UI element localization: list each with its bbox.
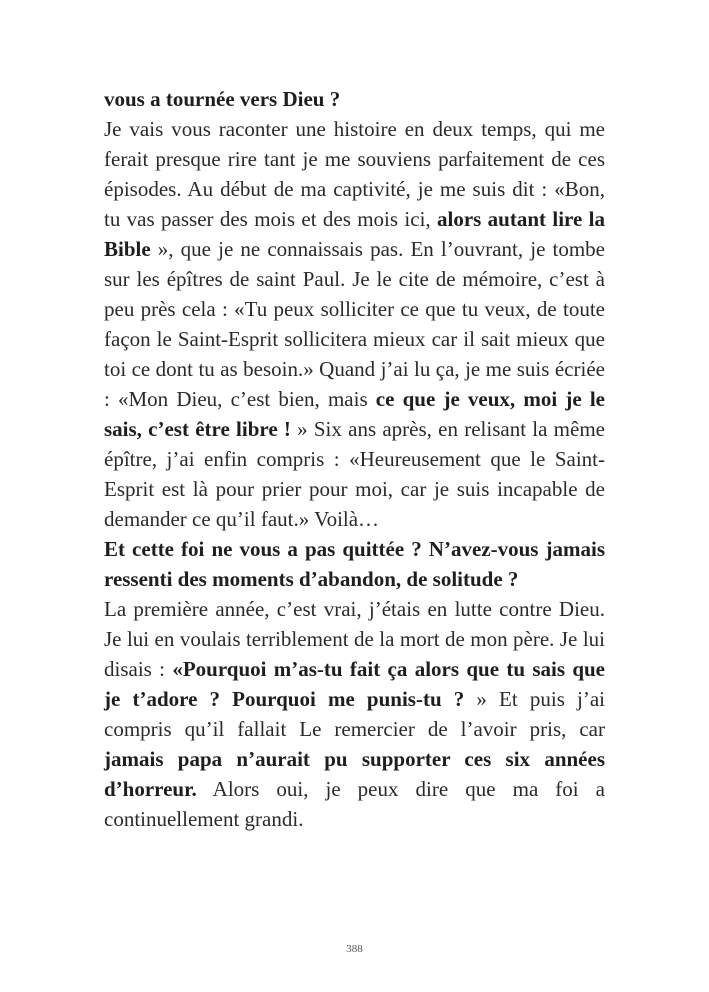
page-text xyxy=(104,84,605,834)
answer-text: Alors oui, je peux dire que ma foi a continuellement grandi. xyxy=(104,777,605,831)
page-number: 388 xyxy=(346,943,363,955)
emphasis-text: ce que je veux, moi je le sais, c’est être libre ! xyxy=(104,387,605,441)
answer-text: » Six ans après, en relisant la même épître, j’ai enfin compris : «Heureusement que le Saint-Esprit est là pour prier pour moi, car je suis incapable de demander ce qu’il faut.» Voilà… xyxy=(104,417,605,531)
question-continuation xyxy=(104,84,605,114)
question-text: Et cette foi ne vous a pas quittée ? N’avez-vous jamais ressenti des moments d’abandon, de solitude ? xyxy=(104,537,605,591)
question-text: vous a tournée vers Dieu ? xyxy=(104,87,341,111)
emphasis-text: «Pourquoi m’as-tu fait ça alors que tu sais que je t’adore ? Pourquoi me punis-tu ? xyxy=(104,657,605,711)
answer-paragraph xyxy=(104,594,605,834)
question-paragraph xyxy=(104,534,605,594)
answer-text: La première année, c’est vrai, j’étais en lutte contre Dieu. Je lui en voulais terriblement de la mort de mon père. Je lui disais : xyxy=(104,597,605,681)
emphasis-text: jamais papa n’aurait pu supporter ces six années d’horreur. xyxy=(104,747,605,801)
answer-paragraph xyxy=(104,114,605,534)
answer-text: Je vais vous raconter une histoire en deux temps, qui me ferait presque rire tant je me souviens parfaitement de ces épisodes. Au début de ma captivité, je me suis dit : «Bon, tu vas passer des mois et des mois ici, xyxy=(104,117,605,231)
answer-text: » Et puis j’ai compris qu’il fallait Le remercier de l’avoir pris, car xyxy=(104,687,605,741)
emphasis-text: alors autant lire la Bible xyxy=(104,207,605,261)
answer-text: », que je ne connaissais pas. En l’ouvrant, je tombe sur les épîtres de saint Paul. Je le cite de mémoire, c’est à peu près cela : «Tu peux solliciter ce que tu veux, de toute façon le Saint-Esprit sollicitera mieux car il sait mieux que toi ce dont tu as besoin.» Quand j’ai lu ça, je me suis écriée : «Mon Dieu, c’est bien, mais xyxy=(104,237,605,411)
